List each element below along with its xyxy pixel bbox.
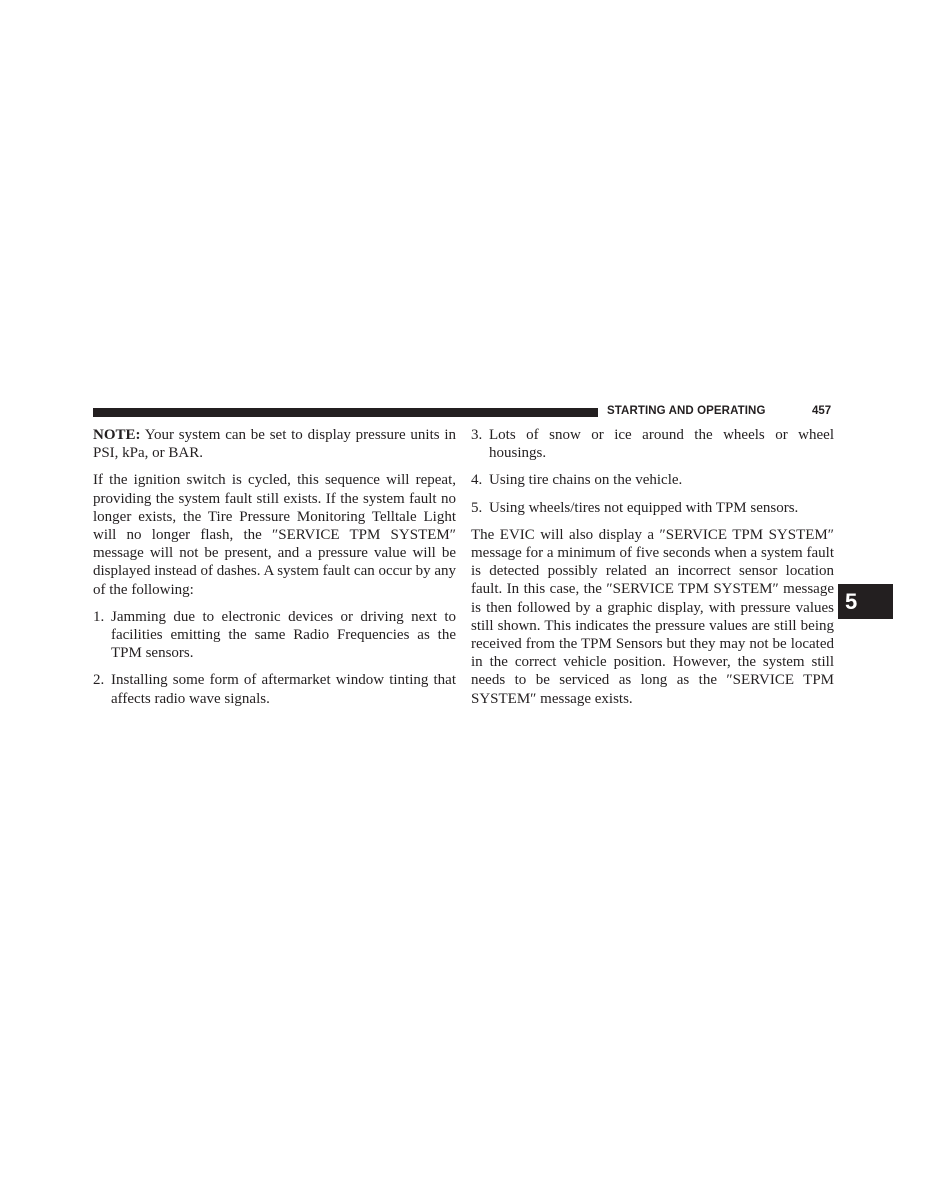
evic-paragraph: The EVIC will also display a ″SERVICE TPM SYSTEM″ message for a minimum of five seconds when a system fault is detected possibly related an incorrect sensor location fault. In this case, the ″SERVICE TPM SYSTEM″ message is then followed by a graphic display, with pressure values still shown. This indicates the pressure values are still being received from the TPM Sensors but they may not be located in the correct vehicle position. However, the system still needs to be serviced as long as the ″SERVICE TPM SYSTEM″ message exists. [471, 526, 834, 707]
list-item-text: Jamming due to electronic devices or driving next to facilities emitting the same Radio Frequencies as the TPM sensors. [111, 608, 456, 662]
page-number: 457 [812, 405, 832, 417]
list-item-text: Using tire chains on the vehicle. [489, 472, 683, 489]
note-label: NOTE: [93, 427, 141, 443]
list-item-number: 3. [471, 427, 483, 443]
list-item [471, 499, 834, 517]
list-item-number: 2. [93, 672, 105, 689]
note-text: Your system can be set to display pressure units in PSI, kPa, or BAR. [93, 427, 456, 462]
list-item [93, 608, 456, 663]
header-rule [93, 408, 598, 417]
right-column [471, 426, 834, 717]
list-item-number: 4. [471, 472, 483, 489]
chapter-tab: 5 [838, 584, 893, 619]
fault-paragraph: If the ignition switch is cycled, this sequence will repeat, providing the system fault still exists. If the system fault no longer exists, the Tire Pressure Monitoring Telltale Light will no longer flash, the ″SERVICE TPM SYSTEM″ message will not be present, and a pressure value will be displayed instead of dashes. A system fault can occur by any of the following: [93, 472, 456, 598]
list-item [93, 671, 456, 707]
list-item [471, 471, 834, 489]
note-paragraph [93, 426, 456, 462]
list-item-number: 5. [471, 499, 483, 516]
section-title: STARTING AND OPERATING [607, 405, 766, 417]
list-item-text: Using wheels/tires not equipped with TPM sensors. [489, 499, 799, 516]
fault-list-left [93, 608, 456, 708]
fault-list-right [471, 426, 834, 517]
list-item-text: Installing some form of aftermarket window tinting that affects radio wave signals. [111, 672, 456, 707]
left-column [93, 426, 456, 717]
list-item-text: Lots of snow or ice around the wheels or wheel housings. [489, 427, 834, 462]
list-item-number: 1. [93, 608, 105, 625]
list-item [471, 426, 834, 462]
